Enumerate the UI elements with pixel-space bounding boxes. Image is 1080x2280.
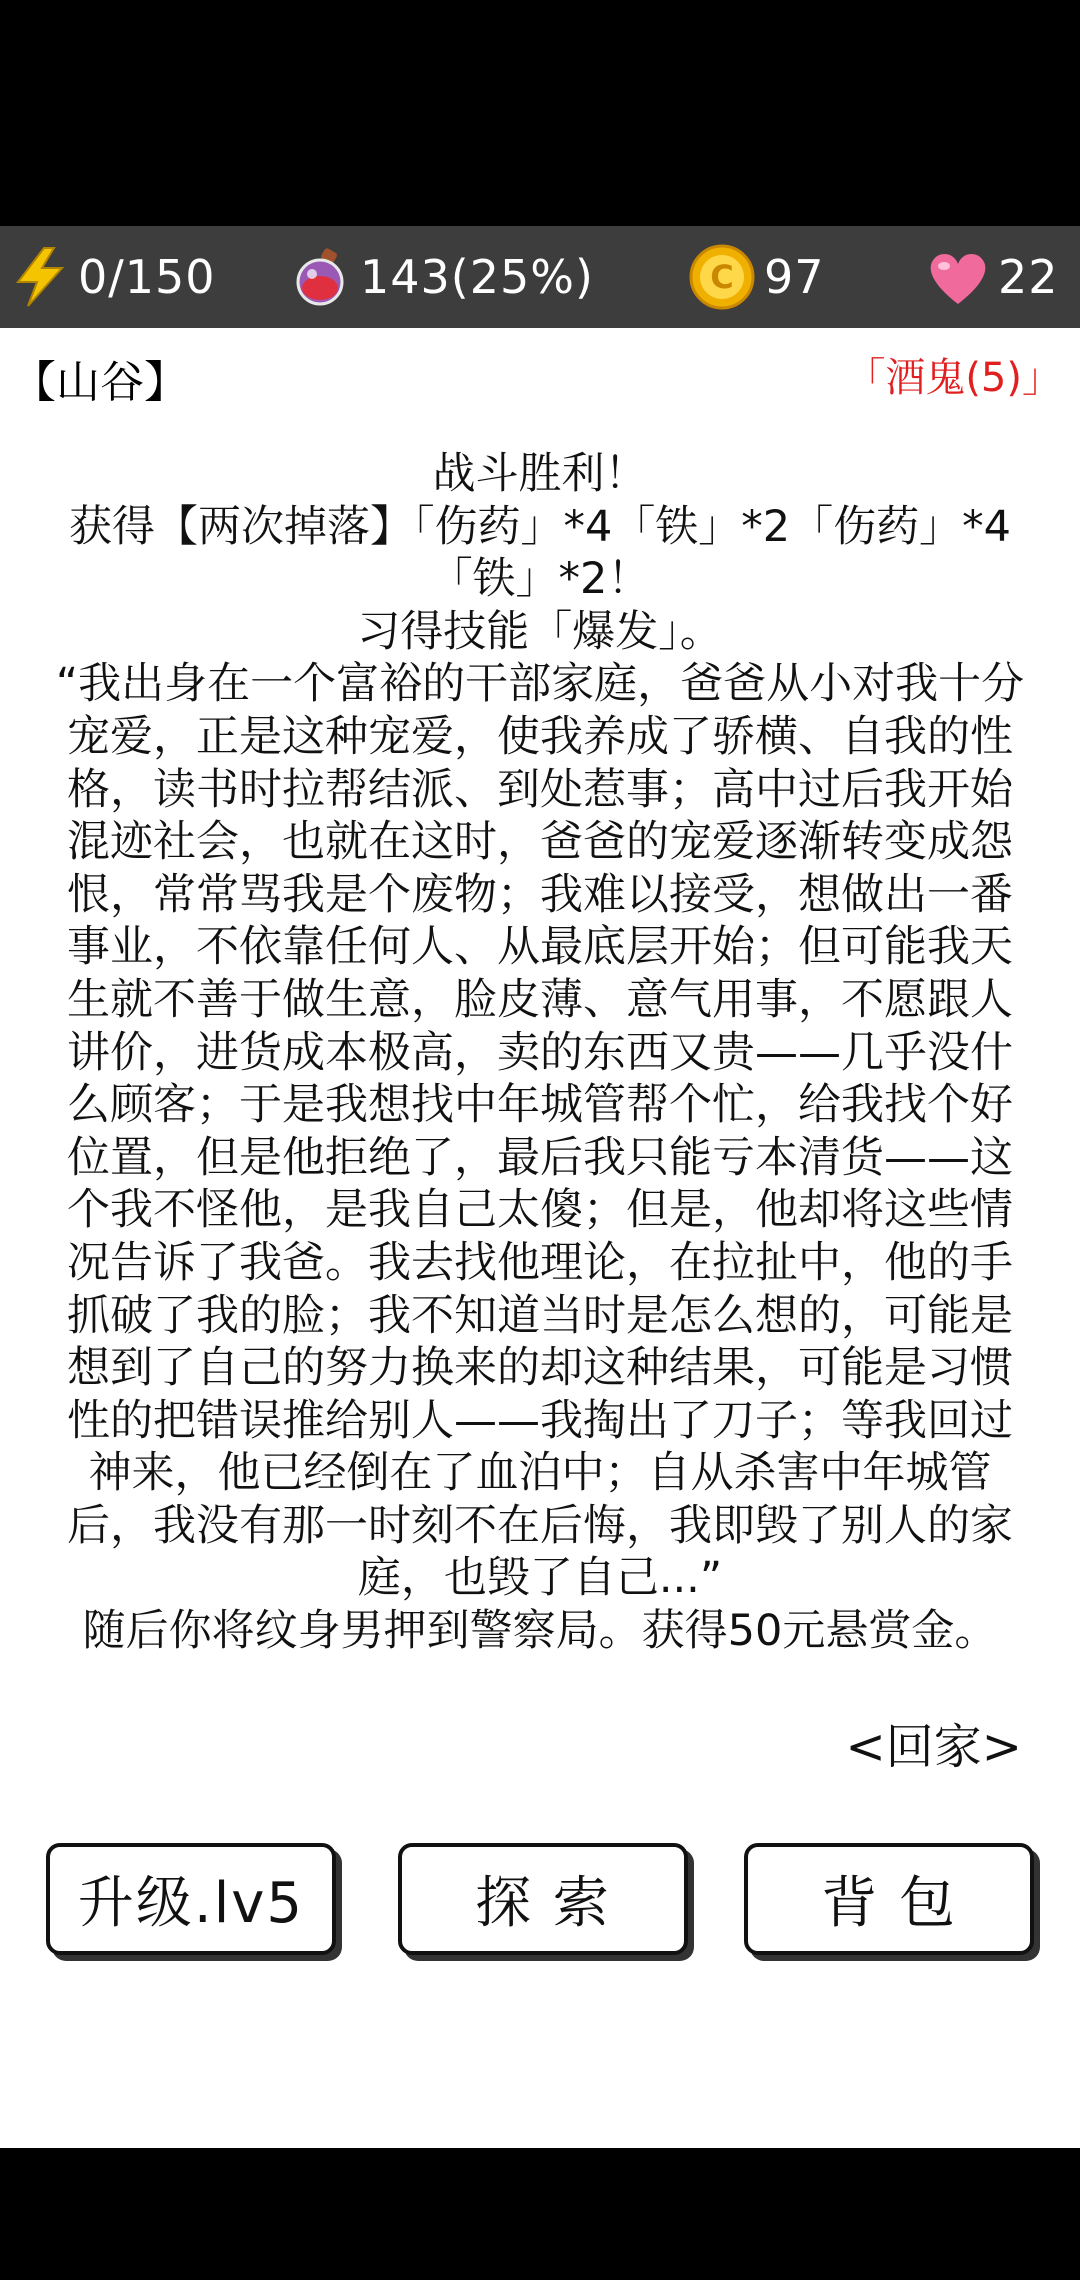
bottom-black-bar <box>0 2148 1080 2280</box>
skill-text: 习得技能「爆发」。 <box>357 606 723 657</box>
energy-value: 0/150 <box>78 250 216 304</box>
victory-text: 战斗胜利！ <box>432 449 648 499</box>
heart-stat <box>926 226 1059 328</box>
battle-log <box>52 448 1028 1658</box>
potion-stat <box>292 226 594 328</box>
explore-button[interactable]: 探 索 <box>398 1843 688 1955</box>
energy-stat <box>10 226 216 328</box>
heart-value: 22 <box>998 250 1059 304</box>
enemy-link[interactable]: 「酒鬼(5)」 <box>845 355 1062 401</box>
coin-icon <box>688 243 756 311</box>
reward-text: 随后你将纹身男押到警察局。获得50元悬赏金。 <box>82 1606 998 1657</box>
potion-icon <box>292 246 352 308</box>
coin-stat <box>688 226 825 328</box>
potion-value: 143(25%) <box>360 250 594 304</box>
status-bar <box>0 226 1080 328</box>
upgrade-button[interactable]: 升级.lv5 <box>46 1843 336 1955</box>
go-home-link[interactable]: <回家> <box>845 1719 1022 1775</box>
lightning-icon <box>10 246 70 308</box>
heart-icon <box>926 248 990 306</box>
confession-text: “我出身在一个富裕的干部家庭，爸爸从小对我十分宠爱，正是这种宠爱，使我养成了骄横、自我的性格，读书时拉帮结派、到处惹事；高中过后我开始混迹社会，也就在这时，爸爸的宠爱逐渐转变成怨恨，常常骂我是个废物；我难以接受，想做出一番事业，不依靠任何人、从最底层开始；但可能我天生就不善于做生意，脸皮薄、意气用事，不愿跟人讲价，进货成本极高，卖的东西又贵——几乎没什么顾客；于是我想找中年城管帮个忙，给我找个好位置，但是他拒绝了，最后我只能亏本清货——这个我不怪他，是我自己太傻；但是，他却将这些情况告诉了我爸。我去找他理论，在拉扯中，他的手抓破了我的脸；我不知道当时是怎么想的，可能是想到了自己的努力换来的却这种结果，可能是习惯性的把错误推给别人——我掏出了刀子；等我回过神来，他已经倒在了血泊中；自从杀害中年城管后，我没有那一时刻不在后悔，我即毁了别人的家庭，也毁了自己...” <box>55 659 1025 1604</box>
location-title: 【山谷】 <box>12 357 188 408</box>
coin-value: 97 <box>764 250 825 304</box>
main-content <box>0 328 1080 2148</box>
bag-button[interactable]: 背 包 <box>744 1843 1034 1955</box>
top-black-bar <box>0 0 1080 226</box>
loot-text: 获得【两次掉落】「伤药」*4「铁」*2「伤药」*4「铁」*2！ <box>68 501 1012 605</box>
svg-text:C: C <box>710 258 734 296</box>
